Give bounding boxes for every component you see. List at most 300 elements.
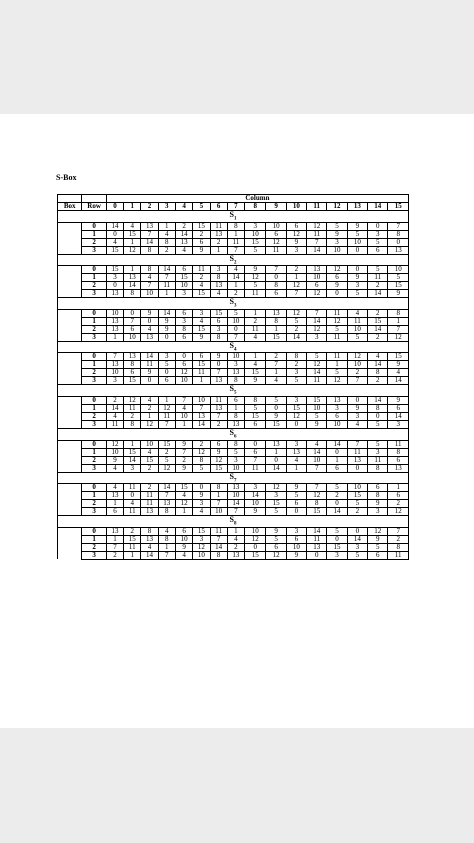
table-cell: 7: [307, 238, 327, 246]
table-cell: 5: [347, 230, 367, 238]
table-cell: 14: [347, 535, 367, 543]
table-cell: 10: [106, 369, 123, 377]
section-heading: S-Box: [56, 173, 77, 182]
table-cell: 15: [124, 377, 141, 385]
table-cell: 6: [368, 484, 388, 492]
table-cell: 0: [124, 492, 141, 500]
table-row: [58, 420, 409, 428]
table-cell: 1: [124, 266, 141, 274]
box-cell: [58, 369, 82, 377]
table-cell: 13: [388, 246, 409, 254]
table-row: [58, 527, 409, 535]
row-label: 1: [82, 230, 106, 238]
table-cell: 15: [245, 551, 266, 559]
table-cell: 6: [158, 377, 175, 385]
table-cell: 12: [245, 535, 266, 543]
table-cell: 3: [286, 246, 306, 254]
table-cell: 5: [327, 325, 347, 333]
sbox-subscript: 6: [233, 434, 237, 440]
table-cell: 8: [210, 484, 227, 492]
table-cell: 15: [266, 420, 286, 428]
column-header: 6: [210, 203, 227, 211]
table-cell: 13: [106, 527, 123, 535]
table-row: [58, 230, 409, 238]
table-row: [58, 325, 409, 333]
sbox-name: S: [229, 384, 234, 394]
table-cell: 8: [368, 404, 388, 412]
row-label: 0: [82, 353, 106, 361]
sbox-title: [58, 341, 409, 353]
table-cell: 7: [266, 266, 286, 274]
table-cell: 7: [158, 420, 175, 428]
table-cell: 13: [327, 396, 347, 404]
row-label: 1: [82, 492, 106, 500]
table-cell: 1: [327, 456, 347, 464]
table-cell: 12: [106, 440, 123, 448]
table-cell: 4: [193, 282, 210, 290]
table-cell: 9: [245, 266, 266, 274]
table-cell: 4: [158, 527, 175, 535]
table-cell: 1: [286, 464, 306, 472]
table-cell: 10: [227, 353, 244, 361]
table-cell: 4: [124, 500, 141, 508]
table-row: [58, 448, 409, 456]
table-cell: 14: [307, 246, 327, 254]
row-label: 2: [82, 412, 106, 420]
table-cell: 8: [388, 309, 409, 317]
table-cell: 11: [227, 238, 244, 246]
box-cell: [58, 456, 82, 464]
row-header: Row: [82, 203, 106, 211]
table-cell: 2: [388, 535, 409, 543]
table-cell: 5: [307, 353, 327, 361]
table-row: [58, 282, 409, 290]
table-row: [58, 361, 409, 369]
table-cell: 11: [158, 282, 175, 290]
table-cell: 3: [245, 484, 266, 492]
table-cell: 12: [286, 412, 306, 420]
table-cell: 1: [388, 317, 409, 325]
table-cell: 6: [210, 317, 227, 325]
table-cell: 1: [227, 282, 244, 290]
box-cell: [58, 543, 82, 551]
table-row: [58, 456, 409, 464]
table-cell: 12: [158, 404, 175, 412]
table-cell: 5: [327, 484, 347, 492]
sbox-title: [58, 428, 409, 440]
table-cell: 1: [141, 412, 158, 420]
header-spacer: [58, 195, 82, 203]
table-cell: 5: [368, 238, 388, 246]
table-cell: 14: [368, 396, 388, 404]
table-row: [58, 369, 409, 377]
table-cell: 2: [368, 309, 388, 317]
table-cell: 2: [245, 317, 266, 325]
table-cell: 13: [266, 309, 286, 317]
table-cell: 6: [266, 543, 286, 551]
table-cell: 2: [347, 508, 367, 516]
table-cell: 11: [245, 464, 266, 472]
table-cell: 9: [368, 500, 388, 508]
table-cell: 3: [175, 317, 192, 325]
table-cell: 1: [266, 448, 286, 456]
table-cell: 15: [210, 464, 227, 472]
sbox-title-row: [58, 341, 409, 353]
column-group-header: Column: [106, 195, 408, 203]
table-cell: 10: [327, 420, 347, 428]
table-cell: 6: [286, 535, 306, 543]
table-cell: 15: [210, 309, 227, 317]
table-cell: 3: [286, 440, 306, 448]
table-cell: 0: [347, 527, 367, 535]
table-cell: 6: [245, 448, 266, 456]
box-cell: [58, 290, 82, 298]
table-cell: 7: [106, 353, 123, 361]
table-cell: 12: [158, 464, 175, 472]
table-cell: 14: [307, 527, 327, 535]
table-cell: 6: [388, 404, 409, 412]
table-cell: 3: [368, 230, 388, 238]
row-label: 0: [82, 396, 106, 404]
table-cell: 0: [307, 551, 327, 559]
table-cell: 0: [124, 309, 141, 317]
table-cell: 5: [158, 361, 175, 369]
table-cell: 5: [245, 282, 266, 290]
sbox-title-row: [58, 472, 409, 484]
box-cell: [58, 274, 82, 282]
table-cell: 13: [158, 500, 175, 508]
table-cell: 9: [388, 290, 409, 298]
table-cell: 13: [141, 333, 158, 341]
table-cell: 15: [266, 500, 286, 508]
table-cell: 9: [347, 222, 367, 230]
table-cell: 14: [210, 543, 227, 551]
table-cell: 12: [266, 484, 286, 492]
row-label: 2: [82, 500, 106, 508]
table-cell: 1: [158, 222, 175, 230]
column-header: 12: [327, 203, 347, 211]
table-cell: 14: [124, 282, 141, 290]
table-cell: 13: [106, 492, 123, 500]
table-cell: 7: [193, 404, 210, 412]
table-cell: 14: [141, 353, 158, 361]
sbox-title-row: [58, 211, 409, 223]
table-cell: 7: [307, 464, 327, 472]
table-cell: 0: [347, 266, 367, 274]
table-cell: 4: [175, 404, 192, 412]
table-cell: 6: [388, 492, 409, 500]
table-cell: 11: [124, 508, 141, 516]
table-cell: 11: [210, 527, 227, 535]
box-header: Box: [58, 203, 82, 211]
table-row: [58, 500, 409, 508]
table-cell: 0: [158, 333, 175, 341]
table-cell: 14: [106, 222, 123, 230]
table-cell: 2: [141, 464, 158, 472]
table-cell: 0: [327, 448, 347, 456]
table-cell: 15: [124, 448, 141, 456]
table-cell: 14: [327, 440, 347, 448]
table-cell: 10: [347, 238, 367, 246]
table-cell: 0: [245, 543, 266, 551]
table-cell: 11: [193, 266, 210, 274]
table-cell: 11: [124, 484, 141, 492]
table-cell: 10: [175, 535, 192, 543]
table-row: [58, 353, 409, 361]
table-cell: 13: [141, 222, 158, 230]
table-cell: 14: [368, 290, 388, 298]
table-cell: 9: [347, 274, 367, 282]
table-cell: 1: [266, 325, 286, 333]
table-cell: 12: [307, 290, 327, 298]
table-cell: 1: [210, 246, 227, 254]
table-cell: 0: [286, 420, 306, 428]
column-header: 0: [106, 203, 123, 211]
table-cell: 6: [327, 412, 347, 420]
table-cell: 10: [175, 377, 192, 385]
table-cell: 10: [245, 500, 266, 508]
table-cell: 8: [388, 230, 409, 238]
table-row: [58, 377, 409, 385]
table-cell: 3: [210, 325, 227, 333]
table-row: [58, 333, 409, 341]
table-cell: 7: [227, 246, 244, 254]
table-cell: 13: [307, 543, 327, 551]
table-row: [58, 412, 409, 420]
table-cell: 5: [227, 448, 244, 456]
table-cell: 9: [286, 238, 306, 246]
box-cell: [58, 464, 82, 472]
table-cell: 5: [245, 404, 266, 412]
row-label: 1: [82, 317, 106, 325]
table-cell: 1: [227, 230, 244, 238]
table-cell: 5: [266, 535, 286, 543]
sbox-subscript: 3: [233, 303, 237, 309]
table-cell: 6: [106, 508, 123, 516]
table-cell: 3: [158, 353, 175, 361]
table-cell: 8: [193, 456, 210, 464]
table-cell: 13: [193, 412, 210, 420]
sbox-title: [58, 254, 409, 266]
table-cell: 3: [347, 412, 367, 420]
table-cell: 12: [368, 527, 388, 535]
table-cell: 15: [245, 412, 266, 420]
table-cell: 1: [193, 377, 210, 385]
table-cell: 0: [227, 325, 244, 333]
table-cell: 5: [307, 412, 327, 420]
row-label: 3: [82, 508, 106, 516]
sbox-table: [57, 194, 409, 560]
table-row: [58, 440, 409, 448]
sbox-subscript: 4: [233, 347, 237, 353]
table-cell: 13: [175, 238, 192, 246]
table-cell: 3: [327, 551, 347, 559]
table-cell: 15: [307, 508, 327, 516]
table-cell: 7: [158, 551, 175, 559]
table-cell: 14: [286, 333, 306, 341]
column-header: 5: [193, 203, 210, 211]
table-cell: 2: [124, 412, 141, 420]
table-cell: 6: [327, 274, 347, 282]
row-label: 3: [82, 551, 106, 559]
row-label: 2: [82, 325, 106, 333]
sbox-title-row: [58, 298, 409, 310]
table-cell: 12: [388, 333, 409, 341]
table-cell: 14: [158, 309, 175, 317]
table-cell: 3: [286, 396, 306, 404]
table-cell: 9: [175, 543, 192, 551]
table-row: [58, 222, 409, 230]
table-cell: 6: [266, 290, 286, 298]
table-cell: 0: [347, 246, 367, 254]
table-cell: 6: [227, 396, 244, 404]
table-cell: 12: [193, 448, 210, 456]
table-cell: 4: [266, 377, 286, 385]
column-header: 4: [175, 203, 192, 211]
table-cell: 9: [266, 527, 286, 535]
table-cell: 9: [175, 464, 192, 472]
box-cell: [58, 420, 82, 428]
box-cell: [58, 440, 82, 448]
table-cell: 10: [227, 317, 244, 325]
table-cell: 7: [175, 448, 192, 456]
table-cell: 10: [245, 230, 266, 238]
table-cell: 11: [245, 325, 266, 333]
table-cell: 6: [327, 464, 347, 472]
row-label: 3: [82, 464, 106, 472]
table-cell: 3: [327, 404, 347, 412]
table-cell: 11: [106, 420, 123, 428]
table-cell: 11: [307, 377, 327, 385]
table-cell: 6: [175, 309, 192, 317]
table-cell: 1: [106, 333, 123, 341]
table-cell: 14: [388, 377, 409, 385]
table-cell: 7: [124, 317, 141, 325]
table-cell: 6: [175, 361, 192, 369]
table-cell: 0: [286, 508, 306, 516]
row-label: 2: [82, 543, 106, 551]
table-cell: 1: [327, 361, 347, 369]
table-cell: 2: [158, 448, 175, 456]
table-row: [58, 309, 409, 317]
table-cell: 9: [388, 361, 409, 369]
table-cell: 3: [286, 369, 306, 377]
table-cell: 15: [307, 396, 327, 404]
table-cell: 8: [307, 500, 327, 508]
table-cell: 0: [327, 535, 347, 543]
table-cell: 10: [141, 290, 158, 298]
column-header: 3: [158, 203, 175, 211]
column-header: 1: [124, 203, 141, 211]
table-cell: 3: [106, 377, 123, 385]
box-cell: [58, 508, 82, 516]
box-cell: [58, 222, 82, 230]
table-cell: 2: [124, 527, 141, 535]
table-cell: 8: [227, 222, 244, 230]
column-header: 14: [368, 203, 388, 211]
table-cell: 4: [245, 333, 266, 341]
table-cell: 5: [327, 527, 347, 535]
table-cell: 13: [210, 230, 227, 238]
column-header: 7: [227, 203, 244, 211]
box-cell: [58, 266, 82, 274]
table-cell: 0: [266, 404, 286, 412]
table-cell: 13: [347, 456, 367, 464]
table-cell: 7: [307, 309, 327, 317]
table-cell: 13: [307, 266, 327, 274]
table-cell: 5: [347, 333, 367, 341]
table-cell: 4: [227, 535, 244, 543]
table-cell: 15: [245, 238, 266, 246]
table-cell: 2: [193, 274, 210, 282]
column-header: 11: [307, 203, 327, 211]
table-cell: 8: [141, 246, 158, 254]
table-cell: 11: [388, 440, 409, 448]
table-cell: 2: [266, 353, 286, 361]
table-cell: 9: [175, 440, 192, 448]
table-cell: 15: [266, 333, 286, 341]
table-cell: 10: [327, 246, 347, 254]
row-label: 0: [82, 527, 106, 535]
table-cell: 12: [286, 282, 306, 290]
table-cell: 4: [141, 274, 158, 282]
box-cell: [58, 396, 82, 404]
table-cell: 10: [210, 508, 227, 516]
table-cell: 0: [266, 456, 286, 464]
table-row: [58, 290, 409, 298]
row-label: 1: [82, 535, 106, 543]
sbox-name: S: [229, 428, 234, 437]
table-cell: 2: [368, 377, 388, 385]
table-cell: 5: [327, 369, 347, 377]
table-cell: 3: [227, 361, 244, 369]
table-cell: 7: [210, 500, 227, 508]
table-cell: 12: [388, 508, 409, 516]
table-cell: 8: [227, 377, 244, 385]
table-cell: 8: [124, 290, 141, 298]
table-cell: 10: [347, 325, 367, 333]
table-cell: 5: [347, 290, 367, 298]
table-row: [58, 317, 409, 325]
table-cell: 7: [210, 412, 227, 420]
table-cell: 1: [158, 543, 175, 551]
table-cell: 6: [286, 222, 306, 230]
sbox-subscript: 8: [233, 521, 237, 527]
table-cell: 3: [368, 508, 388, 516]
row-label: 3: [82, 377, 106, 385]
row-label: 2: [82, 282, 106, 290]
table-cell: 14: [141, 238, 158, 246]
table-cell: 15: [124, 230, 141, 238]
table-cell: 9: [327, 282, 347, 290]
table-cell: 9: [193, 492, 210, 500]
table-cell: 9: [368, 535, 388, 543]
sbox-name: S: [229, 254, 234, 263]
table-cell: 6: [388, 456, 409, 464]
table-cell: 3: [193, 535, 210, 543]
table-cell: 11: [141, 361, 158, 369]
table-row: [58, 484, 409, 492]
table-cell: 4: [175, 246, 192, 254]
table-cell: 7: [347, 440, 367, 448]
table-cell: 5: [368, 266, 388, 274]
table-row: [58, 535, 409, 543]
table-cell: 14: [141, 551, 158, 559]
table-cell: 3: [175, 290, 192, 298]
table-cell: 14: [158, 484, 175, 492]
table-cell: 6: [175, 266, 192, 274]
table-cell: 13: [210, 282, 227, 290]
